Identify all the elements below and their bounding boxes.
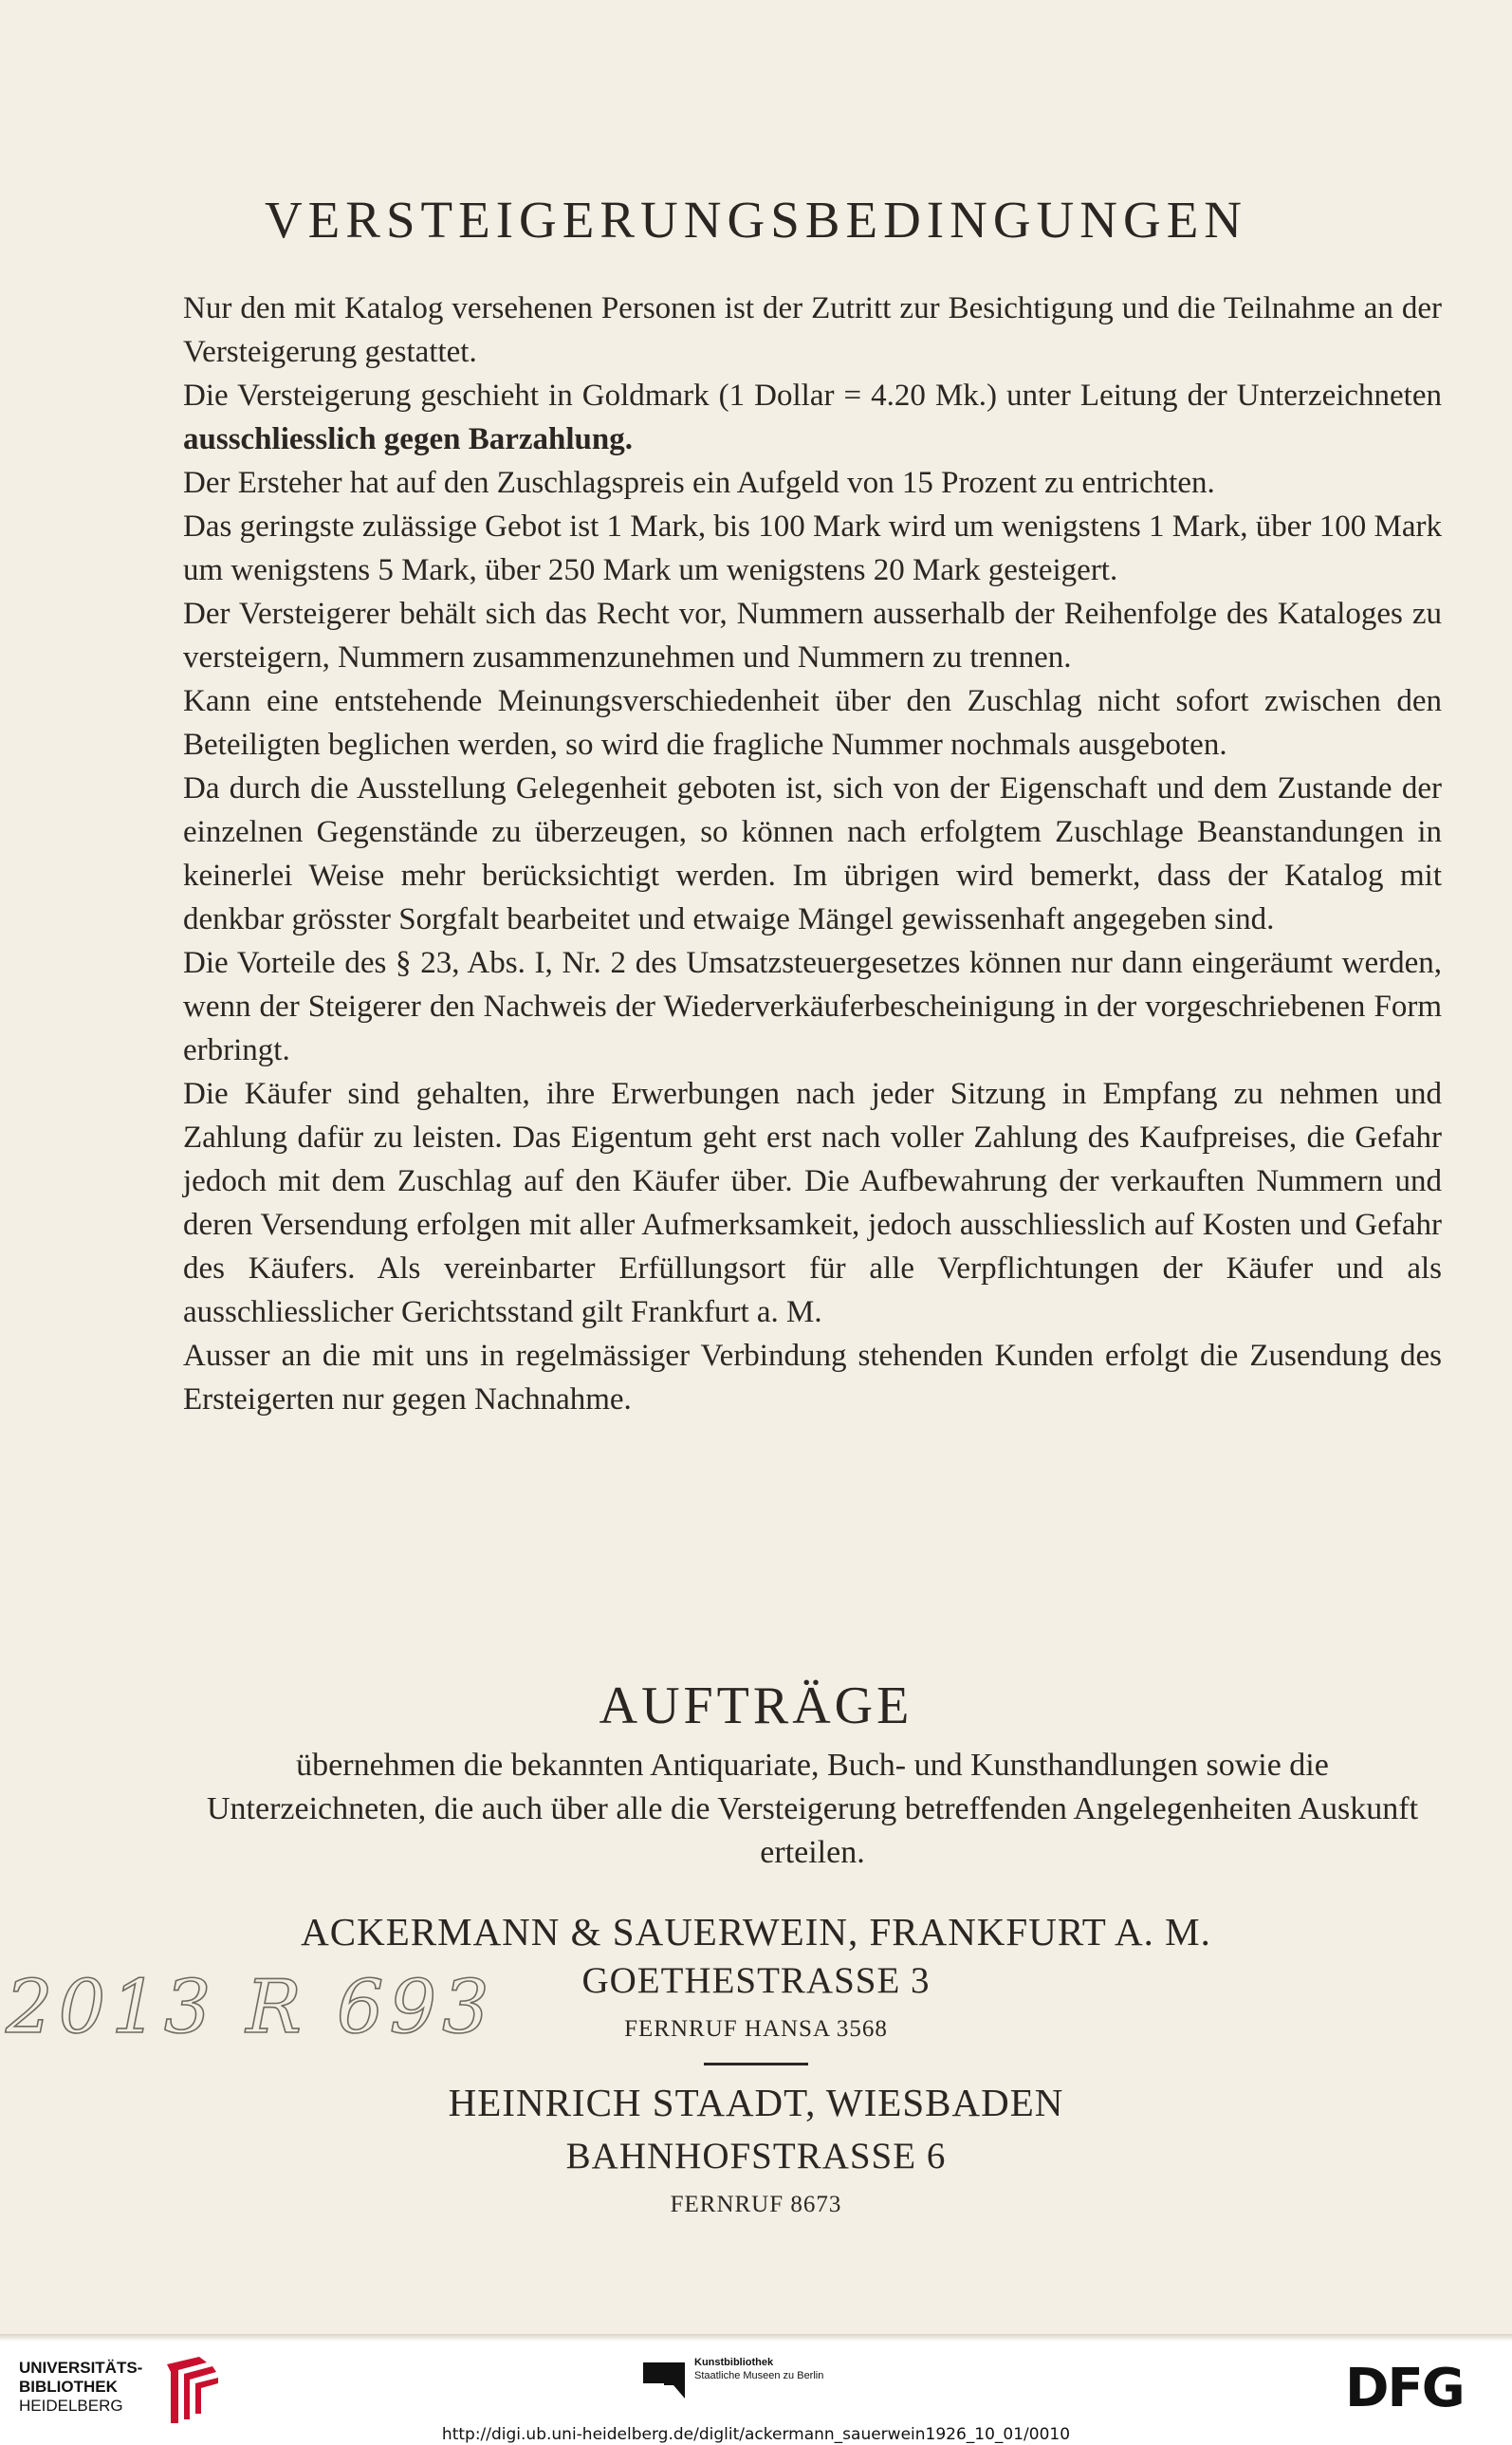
- firm-street: BAHNHOFSTRASSE 6: [565, 2136, 947, 2176]
- firm-name: HEINRICH STAADT, WIESBADEN: [448, 2081, 1064, 2124]
- page-edge: [0, 2334, 1512, 2342]
- kunstbibliothek-logo[interactable]: [643, 2353, 890, 2419]
- ub-logo-line: BIBLIOTHEK: [19, 2378, 118, 2396]
- kunstbibliothek-emblem-icon: [643, 2357, 687, 2402]
- page-title: VERSTEIGERUNGSBEDINGUNGEN: [264, 191, 1248, 249]
- condition-paragraph: [183, 374, 1442, 461]
- auftraege-heading: AUFTRÄGE: [599, 1676, 913, 1735]
- condition-emphasis: ausschliesslich gegen Barzahlung.: [183, 422, 633, 456]
- firm-street: GOETHESTRASSE 3: [581, 1960, 931, 2001]
- shelfmark-text: 2013 R 693: [6, 1965, 495, 2050]
- condition-paragraph: Ausser an die mit uns in regelmässiger Verbindung stehenden Kunden erfolgt die Zusendung des Ersteigerten nur gegen Nachnahme.: [183, 1339, 1442, 1417]
- dfg-logo[interactable]: DFG: [1345, 2358, 1464, 2419]
- handwritten-shelfmark: [4, 1953, 495, 2057]
- condition-paragraph: Das geringste zulässige Gebot ist 1 Mark, bis 100 Mark wird um wenigstens 1 Mark, über 100 Mark um wenigstens 5 Mark, über 250 Mark um wenigstens 20 Mark gesteigert.: [183, 509, 1442, 587]
- firm-phone: FERNRUF HANSA 3568: [624, 2016, 888, 2042]
- condition-paragraph: Die Vorteile des § 23, Abs. I, Nr. 2 des Umsatzsteuergesetzes können nur dann eingeräumt werden, wenn der Steigerer den Nachweis der Wiederverkäuferbescheinigung in der vorgeschriebenen Form erbringt.: [183, 946, 1442, 1067]
- condition-text: Die Versteigerung geschieht in Goldmark (1 Dollar = 4.20 Mk.) unter Leitung der Unterzeichneten: [183, 379, 1442, 413]
- auftraege-text: übernehmen die bekannten Antiquariate, Buch- und Kunsthandlungen sowie die Unterzeichneten, die auch über alle die Versteigerung betreffenden Angelegenheiten Auskunft erteilen.: [206, 1748, 1419, 1870]
- condition-paragraph: Die Käufer sind gehalten, ihre Erwerbungen nach jeder Sitzung in Empfang zu nehmen und Zahlung dafür zu leisten. Das Eigentum geht erst nach voller Zahlung des Kaufpreises, die Gefahr jedoch mit dem Zuschlag auf den Käufer über. Die Aufbewahrung der verkauften Nummern und deren Versendung erfolgen mit aller Aufmerksamkeit, jedoch ausschliesslich auf Kosten und Gefahr des Käufers. Als vereinbarter Erfüllungsort für alle Verpflichtungen der Käufer und als ausschliesslicher Gerichtsstand gilt Frankfurt a. M.: [183, 1077, 1442, 1329]
- condition-paragraph: Der Ersteher hat auf den Zuschlagspreis ein Aufgeld von 15 Prozent zu entrichten.: [183, 466, 1215, 500]
- condition-paragraph: Der Versteigerer behält sich das Recht vor, Nummern ausserhalb der Reihenfolge des Kataloges zu versteigern, Nummern zusammenzunehmen und Nummern zu trennen.: [183, 597, 1442, 675]
- condition-paragraph: Nur den mit Katalog versehenen Personen ist der Zutritt zur Besichtigung und die Teilnahme an der Versteigerung gestattet.: [183, 291, 1442, 369]
- ub-logo-line: HEIDELBERG: [19, 2397, 123, 2415]
- source-url-link[interactable]: http://digi.ub.uni-heidelberg.de/diglit/ackermann_sauerwein1926_10_01/0010: [441, 2425, 1071, 2444]
- firm-name: ACKERMANN & SAUERWEIN, FRANKFURT A. M.: [301, 1910, 1211, 1954]
- divider-rule: [704, 2063, 808, 2065]
- ub-heidelberg-logo[interactable]: [19, 2357, 218, 2427]
- kb-logo-line: Kunstbibliothek: [694, 2357, 774, 2368]
- ub-logo-line: UNIVERSITÄTS-: [19, 2359, 143, 2377]
- firm-phone: FERNRUF 8673: [670, 2192, 842, 2217]
- condition-paragraph: Kann eine entstehende Meinungsverschiedenheit über den Zuschlag nicht sofort zwischen den Beteiligten beglichen werden, so wird die fragliche Nummer nochmals ausgeboten.: [183, 684, 1442, 762]
- digitization-footer: [0, 2342, 1512, 2445]
- kb-logo-line: Staatliche Museen zu Berlin: [694, 2370, 824, 2381]
- conditions-text: [183, 287, 1442, 1421]
- ub-emblem-icon: [150, 2357, 220, 2425]
- condition-paragraph: Da durch die Ausstellung Gelegenheit geboten ist, sich von der Eigenschaft und dem Zustande der einzelnen Gegenstände zu überzeugen, so können nach erfolgtem Zuschlage Beanstandungen in keinerlei Weise mehr berücksichtigt werden. Im übrigen wird bemerkt, dass der Katalog mit denkbar grösster Sorgfalt bearbeitet und etwaige Mängel gewissenhaft angegeben sind.: [183, 771, 1442, 936]
